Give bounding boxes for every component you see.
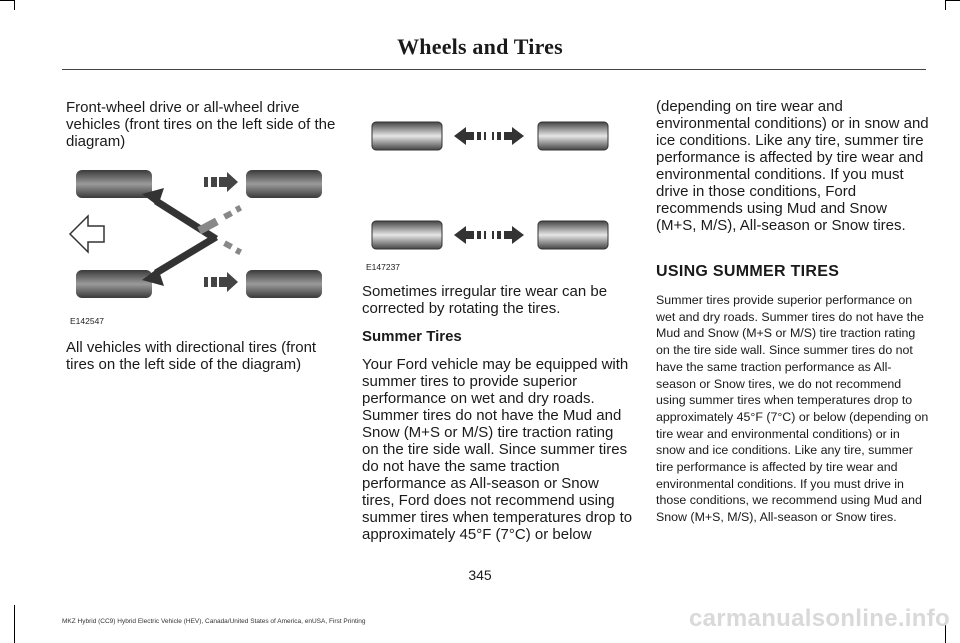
column-3 <box>656 98 930 526</box>
footer-text: MKZ Hybrid (CC9) Hybrid Electric Vehicle (HEV), Canada/United States of America, enUSA, First Printing <box>62 618 366 625</box>
page-title: Wheels and Tires <box>397 34 563 59</box>
section-heading: USING SUMMER TIRES <box>656 263 840 280</box>
using-summer-tires-paragraph: Summer tires provide superior performance on wet and dry roads. Summer tires do not have the Mud and Snow (M+S or M/S) tire traction rating on the tire side wall. Since summer tires do not have the same traction performance as All-season or Snow tires, we do not recommend using summer tires when temperatures drop to approximately 45°F (7°C) or below (depending on tire wear and environmental conditions) or in snow and ice conditions. Like any tire, summer tire performance is affected by tire wear and environmental conditions. If you must drive in those conditions, we recommend using Mud and Snow (M+S, M/S), All-season or Snow tires. <box>656 293 929 525</box>
rotation-diagram-fwd <box>64 160 334 332</box>
crop-mark <box>945 0 946 10</box>
crop-mark <box>0 0 14 1</box>
swap-arrows-top <box>454 127 524 145</box>
intro-paragraph: Front-wheel drive or all-wheel drive vehicles (front tires on the left side of the diagram) <box>66 99 336 150</box>
column-2 <box>362 283 634 543</box>
tire-rear-right <box>246 270 322 298</box>
crop-mark <box>14 0 15 10</box>
watermark: carmanualsonline.info <box>688 605 950 632</box>
tire-front-left <box>372 122 442 150</box>
crop-mark <box>946 0 960 1</box>
arrow-diagonal-up <box>142 188 218 242</box>
arrow-dashed-bottom <box>204 272 238 292</box>
summer-tires-heading: Summer Tires <box>362 328 462 345</box>
tire-rear-left <box>76 270 152 298</box>
continued-paragraph: (depending on tire wear and environmental conditions) or in snow and ice conditions. Like any tire, summer tire performance is affected by tire wear and environmental conditions. If you must drive in those conditions, Ford recommends using Mud and Snow (M+S, M/S), All-season or Snow tires. <box>656 98 929 234</box>
page-number: 345 <box>468 567 492 583</box>
rotation-diagram-directional <box>362 118 612 274</box>
caption-directional: All vehicles with directional tires (front tires on the left side of the diagram) <box>66 339 317 373</box>
crop-mark <box>14 605 15 643</box>
swap-arrows-bottom <box>454 226 524 244</box>
tire-front-right <box>246 170 322 198</box>
column-1-caption <box>66 339 336 373</box>
forward-direction-arrow <box>70 216 104 252</box>
summer-tires-paragraph: Your Ford vehicle may be equipped with summer tires to provide superior performance on wet and dry roads. Summer tires do not have the Mud and Snow (M+S or M/S) tire traction rating on the tire side wall. Since summer tires do not have the same traction performance as All-season or Snow tires, Ford does not recommend using summer tires when temperatures drop to approximately 45°F (7°C) or below <box>362 356 633 543</box>
figure-code: E147237 <box>366 262 401 272</box>
arrow-dashed-top <box>204 172 238 192</box>
tire-rear-left <box>372 221 442 249</box>
column-1 <box>66 0 336 150</box>
tire-front-right <box>538 122 608 150</box>
figure-code: E142547 <box>70 316 105 326</box>
tire-rear-right <box>538 221 608 249</box>
tire-front-left <box>76 170 152 198</box>
rotation-note: Sometimes irregular tire wear can be corrected by rotating the tires. <box>362 283 608 317</box>
